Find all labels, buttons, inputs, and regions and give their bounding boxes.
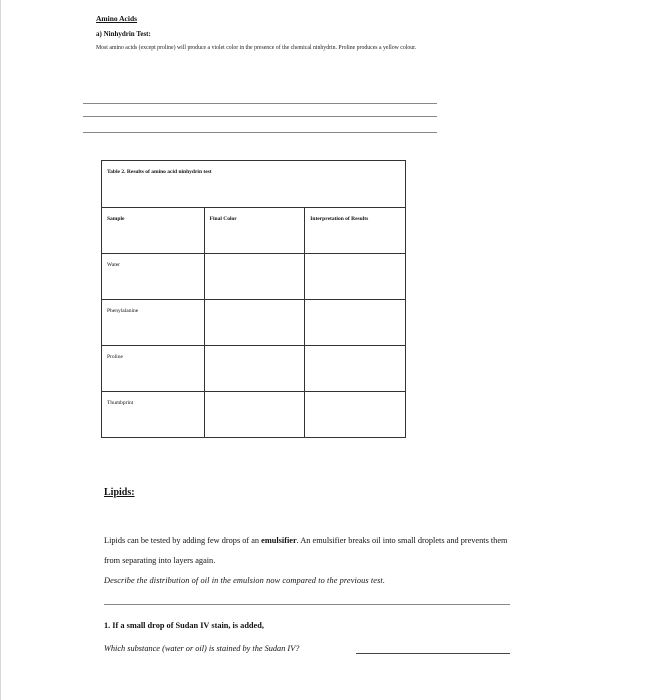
ninhydrin-description: Most amino acids (except proline) will produce a violet color in the presence of the chemical ninhydrin. Proline produces a yellow colour.: [96, 45, 417, 51]
answer-line-2: [83, 116, 437, 117]
header-interpretation: Interpretation of Results: [305, 208, 406, 254]
section-title-lipids: Lipids:: [104, 487, 135, 498]
cell-sample: Water: [102, 254, 205, 300]
cell-final-color[interactable]: [204, 254, 305, 300]
cell-final-color[interactable]: [204, 346, 305, 392]
header-final-color: Final Color: [204, 208, 305, 254]
describe-question: Describe the distribution of oil in the emulsion now compared to the previous test.: [104, 576, 385, 585]
cell-final-color[interactable]: [204, 392, 305, 438]
section-title-amino-acids: Amino Acids: [96, 14, 138, 23]
header-sample: Sample: [102, 208, 205, 254]
cell-interpretation[interactable]: [305, 254, 406, 300]
cell-sample: Thumbprint: [102, 392, 205, 438]
cell-interpretation[interactable]: [305, 300, 406, 346]
answer-line-1: [83, 103, 437, 104]
question-1: 1. If a small drop of Sudan IV stain, is added,: [104, 621, 264, 630]
table-header-row: [102, 208, 406, 254]
describe-answer-line[interactable]: [104, 604, 510, 605]
lipids-text-start: Lipids can be tested by adding few drops of an: [104, 536, 262, 545]
table-row: [102, 392, 406, 438]
answer-line-3: [83, 132, 437, 133]
cell-interpretation[interactable]: [305, 392, 406, 438]
question-2-answer-line[interactable]: [356, 653, 510, 654]
cell-sample: Proline: [102, 346, 205, 392]
table-row: [102, 300, 406, 346]
table-row: [102, 346, 406, 392]
table-caption: Table 2. Results of amino acid ninhydrin test: [102, 161, 406, 208]
ninhydrin-test-heading: a) Ninhydrin Test:: [96, 30, 151, 38]
emulsifier-term: emulsifier: [261, 536, 297, 545]
cell-final-color[interactable]: [204, 300, 305, 346]
lipids-text-end: . An emulsifier breaks oil into small droplets and prevents them from separating into layers again.: [104, 536, 508, 565]
table-row: [102, 254, 406, 300]
cell-interpretation[interactable]: [305, 346, 406, 392]
lipids-description: [104, 531, 524, 571]
table-caption-row: [102, 161, 406, 208]
results-table: [101, 160, 406, 438]
question-2: Which substance (water or oil) is stained by the Sudan IV?: [104, 644, 300, 653]
cell-sample: Phenylalanine: [102, 300, 205, 346]
